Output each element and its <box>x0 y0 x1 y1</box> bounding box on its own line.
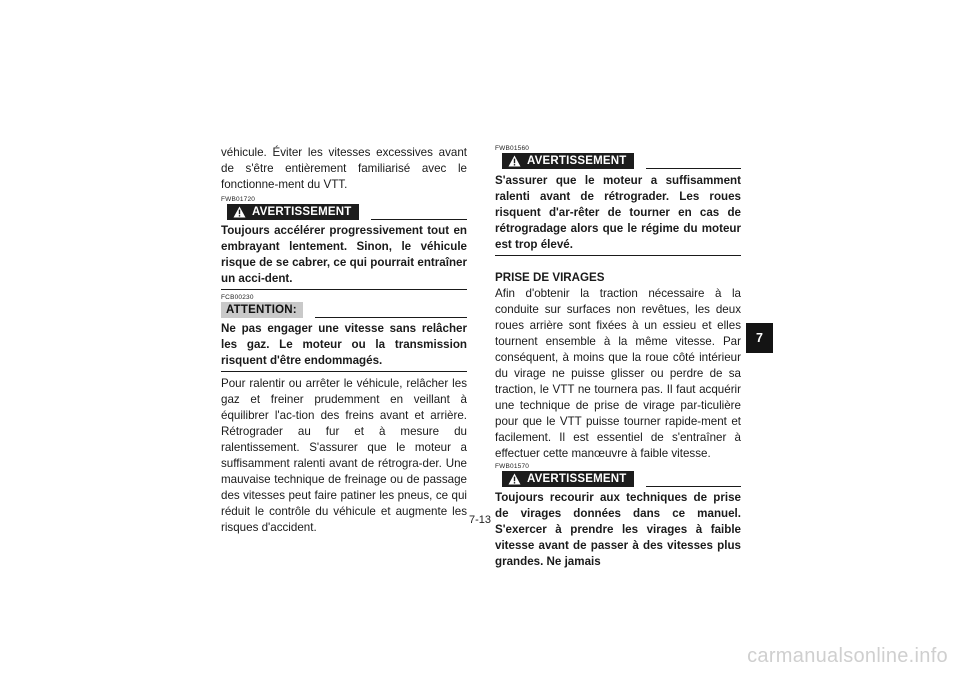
attention-code: FCB00230 <box>221 294 254 301</box>
warning-label: AVERTISSEMENT <box>527 473 627 485</box>
attention-label: ATTENTION: <box>226 304 297 316</box>
warning-triangle-icon <box>233 206 246 218</box>
right-column <box>495 145 741 572</box>
left-column <box>221 145 467 536</box>
banner-rule <box>646 486 741 487</box>
warning-triangle-icon <box>508 155 521 167</box>
warning-banner <box>502 471 634 487</box>
warning-banner-row <box>495 153 741 169</box>
warning-text: S'assurer que le moteur a suffisamment ralenti avant de rétrograder. Les roues risquent d'ar-rêter de tourner en cas de rétrogradage alors que le régime du moteur est trop élevé. <box>495 173 741 256</box>
chapter-tab: 7 <box>746 323 773 353</box>
warning-text: Toujours accélérer progressivement tout en embrayant lentement. Sinon, le véhicule risque de se cabrer, ce qui pourrait entraîner un acci-dent. <box>221 223 467 290</box>
warning-code: FWB01560 <box>495 145 530 152</box>
warning-banner-row <box>221 204 467 220</box>
attention-banner-row <box>221 302 467 318</box>
warning-code: FWB01720 <box>221 196 256 203</box>
attention-text: Ne pas engager une vitesse sans relâcher les gaz. Le moteur ou la transmission risquent d'être endommagés. <box>221 321 467 372</box>
warning-banner-row <box>495 471 741 487</box>
warning-label: AVERTISSEMENT <box>252 206 352 218</box>
page-number: 7-13 <box>468 514 492 526</box>
warning-code: FWB01570 <box>495 463 530 470</box>
body-paragraph: Pour ralentir ou arrêter le véhicule, relâcher les gaz et freiner prudemment en veillant à équilibrer l'ac-tion des freins avant et arrière. Rétrograder au fur et à mesure du ralentissement. S'assurer que le moteur a suffisamment ralenti avant de rétrogra-der. Une mauvaise technique de freinage ou de passage des vitesses peut faire patiner les pneus, ce qui réduit le contrôle du véhicule et augmente les risques d'accident. <box>221 377 467 534</box>
warning-text-continued: Toujours recourir aux techniques de prise de virages données dans ce manuel. S'exercer à prendre les virages à faible vitesse avant de passer à des vitesses plus grandes. Ne jamais <box>495 491 741 568</box>
warning-triangle-icon <box>508 473 521 485</box>
warning-label: AVERTISSEMENT <box>527 155 627 167</box>
warning-banner <box>227 204 359 220</box>
banner-rule <box>646 168 741 169</box>
section-heading: PRISE DE VIRAGES <box>495 271 605 284</box>
intro-paragraph: véhicule. Éviter les vitesses excessives avant de s'être entièrement familiarisé avec le fonctionne-ment du VTT. <box>221 146 467 191</box>
attention-banner <box>221 302 303 318</box>
banner-rule <box>371 219 467 220</box>
warning-banner <box>502 153 634 169</box>
banner-rule <box>315 317 467 318</box>
watermark: carmanualsonline.info <box>747 645 948 667</box>
section-paragraph: Afin d'obtenir la traction nécessaire à la conduite sur surfaces non revêtues, les deux roues arrière sont fixées à un essieu et elles tournent ensemble à la même vitesse. Par conséquent, à moins que la roue côté intérieur du virage ne puisse glisser ou perdre de sa traction, le VTT ne tournera pas. Il faut acquérir une technique de prise de virage par-ticulière pour que le VTT puisse tourner rapide-ment et facilement. Il est essentiel de s'entraîner à effectuer cette manœuvre à faible vitesse. <box>495 287 741 460</box>
